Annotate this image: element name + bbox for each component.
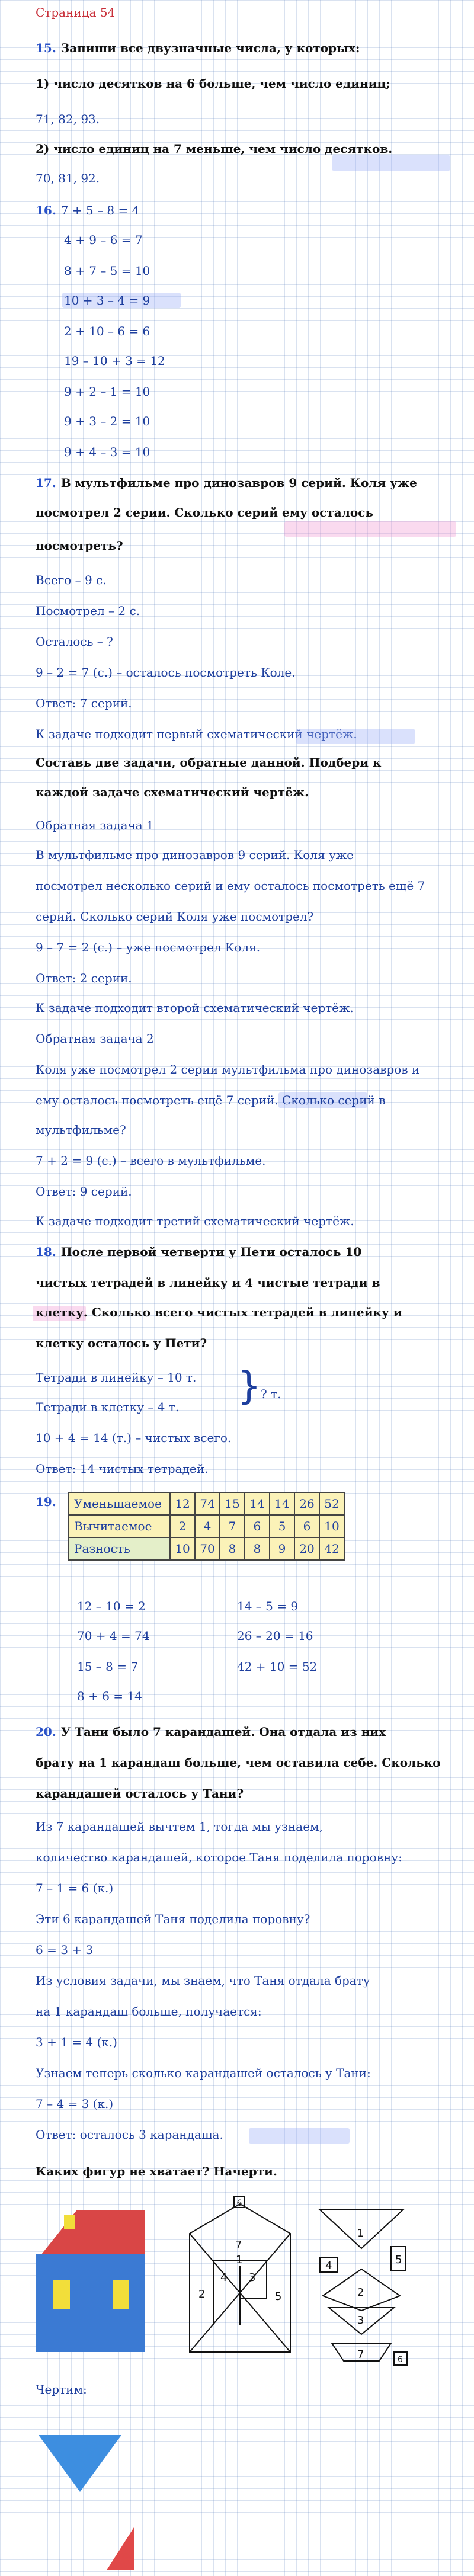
brace: }	[237, 1364, 261, 1408]
answer: Ответ: 14 чистых тетрадей.	[36, 1462, 209, 1476]
expression: 7 + 5 – 8 = 4	[60, 203, 140, 217]
note: К задаче подходит первый схематический чертёж.	[36, 727, 357, 741]
task-16-expr	[36, 201, 139, 219]
drawing-label: Чертим:	[36, 2382, 87, 2396]
task-20-prompt	[36, 1723, 386, 1741]
solution: на 1 карандаш больше, получается:	[36, 2004, 262, 2018]
expression: 19 – 10 + 3 = 12	[64, 354, 165, 368]
expression: 9 + 2 – 1 = 10	[64, 385, 150, 399]
table-cell: 8	[220, 1537, 245, 1560]
solution: 3 + 1 = 4 (к.)	[36, 2035, 117, 2049]
table-cell: 8	[245, 1537, 270, 1560]
table-cell: 70	[195, 1537, 220, 1560]
task-text: Составь две задачи, обратные данной. Подбери к	[36, 755, 382, 770]
shape-label: 2	[357, 2286, 364, 2299]
solution: 10 + 4 = 14 (т.) – чистых всего.	[36, 1431, 232, 1445]
short-note: Тетради в линейку – 10 т.	[36, 1370, 197, 1385]
task-15-answer-1: 71, 82, 93.	[36, 112, 100, 126]
note: К задаче подходит третий схематический чертёж.	[36, 1214, 354, 1228]
expression: 2 + 10 – 6 = 6	[64, 324, 150, 338]
page-title: Страница 54	[36, 5, 116, 20]
task-number: 18.	[36, 1245, 56, 1259]
table-cell: 10	[170, 1537, 195, 1560]
solution: Из условия задачи, мы знаем, что Таня отдала брату	[36, 1973, 370, 1988]
table-cell: 7	[220, 1515, 245, 1537]
table-cell: 2	[170, 1515, 195, 1537]
table-cell: 10	[319, 1515, 344, 1537]
expression: 26 – 20 = 16	[237, 1629, 313, 1643]
solution: 6 = 3 + 3	[36, 1943, 94, 1957]
task-15-answer-2: 70, 81, 92.	[36, 171, 100, 185]
row-label: Уменьшаемое	[69, 1492, 170, 1515]
task-number: 19.	[36, 1495, 56, 1509]
shape-label: 3	[357, 2314, 364, 2327]
task-15-part-1: 1) число десятков на 6 больше, чем число единиц;	[36, 76, 390, 91]
blue-triangle	[39, 2435, 121, 2492]
table-cell: 74	[195, 1492, 220, 1515]
table-cell: 9	[270, 1537, 294, 1560]
task-text: После первой четверти у Пети осталось 10	[60, 1245, 362, 1259]
solution: Из 7 карандашей вычтем 1, тогда мы узнаем,	[36, 1819, 323, 1834]
table-cell: 26	[294, 1492, 319, 1515]
tangram-envelope	[190, 2197, 290, 2352]
highlight	[332, 155, 450, 171]
solution: серий. Сколько серий Коля уже посмотрел?	[36, 909, 314, 924]
shape-label: 5	[395, 2254, 402, 2266]
table-cell: 14	[245, 1492, 270, 1515]
solution: Узнаем теперь сколько карандашей осталось у Тани:	[36, 2066, 371, 2080]
expression: 10 + 3 – 4 = 9	[64, 293, 150, 307]
expression: 15 – 8 = 7	[77, 1659, 139, 1674]
shapes-prompt: Каких фигур не хватает? Начерти.	[36, 2164, 277, 2178]
task-19-label	[36, 1493, 61, 1511]
table-cell: 5	[270, 1515, 294, 1537]
expression: 9 + 4 – 3 = 10	[64, 445, 150, 459]
short-note: Посмотрел – 2 с.	[36, 604, 140, 618]
solution: Коля уже посмотрел 2 серии мультфильма про динозавров и	[36, 1062, 420, 1076]
task-number: 17.	[36, 476, 56, 490]
solution: 9 – 7 = 2 (с.) – уже посмотрел Коля.	[36, 940, 261, 954]
task-number: 20.	[36, 1725, 56, 1739]
subheading: Обратная задача 1	[36, 818, 154, 832]
highlight	[296, 729, 415, 744]
task-text: клетку осталось у Пети?	[36, 1336, 207, 1350]
solution: Эти 6 карандашей Таня поделила поровну?	[36, 1912, 310, 1926]
task-number: 15.	[36, 41, 56, 55]
solution: 7 – 1 = 6 (к.)	[36, 1881, 114, 1895]
table-cell: 52	[319, 1492, 344, 1515]
task-text: чистых тетрадей в линейку и 4 чистые тетради в	[36, 1276, 380, 1290]
row-label: Разность	[69, 1537, 170, 1560]
task-18-prompt	[36, 1243, 361, 1261]
task-text: Запиши все двузначные числа, у которых:	[60, 41, 360, 55]
shape-label: 3	[249, 2271, 256, 2284]
answer: Ответ: 7 серий.	[36, 696, 132, 710]
expression: 12 – 10 = 2	[77, 1599, 146, 1613]
task-text: посмотреть?	[36, 539, 123, 553]
shape-label: 2	[198, 2288, 206, 2301]
solution: 7 – 4 = 3 (к.)	[36, 2097, 114, 2111]
table-row	[69, 1537, 344, 1560]
table-cell: 15	[220, 1492, 245, 1515]
solution: 9 – 2 = 7 (с.) – осталось посмотреть Коле.	[36, 665, 296, 680]
answer: Ответ: 2 серии.	[36, 971, 132, 985]
task-text: клетку. Сколько всего чистых тетрадей в линейку и	[36, 1305, 402, 1319]
house-chimney-window	[64, 2215, 75, 2229]
expression: 70 + 4 = 74	[77, 1629, 150, 1643]
short-note: Тетради в клетку – 4 т.	[36, 1400, 180, 1414]
row-label: Вычитаемое	[69, 1515, 170, 1537]
highlight	[249, 2128, 350, 2144]
solution: количество карандашей, которое Таня поделила поровну:	[36, 1850, 402, 1864]
red-triangle	[107, 2527, 134, 2570]
table-cell: 4	[195, 1515, 220, 1537]
subtraction-table	[68, 1492, 345, 1561]
drawn-shapes	[0, 2398, 474, 2576]
house-window	[53, 2280, 70, 2309]
table-row	[69, 1515, 344, 1537]
table-cell: 14	[270, 1492, 294, 1515]
table-cell: 6	[294, 1515, 319, 1537]
task-text: посмотрел 2 серии. Сколько серий ему осталось	[36, 505, 373, 520]
shape-label: 6	[398, 2355, 403, 2364]
short-note: Всего – 9 с.	[36, 573, 107, 587]
task-number: 16.	[36, 203, 56, 217]
shape-label: 4	[325, 2260, 332, 2272]
shape-label: 1	[236, 2254, 243, 2266]
task-text: карандашей осталось у Тани?	[36, 1786, 244, 1800]
expression: 42 + 10 = 52	[237, 1659, 318, 1674]
task-text: брату на 1 карандаш больше, чем оставила себе. Сколько	[36, 1755, 441, 1770]
expression: 4 + 9 – 6 = 7	[64, 233, 143, 247]
task-text: каждой задаче схематический чертёж.	[36, 785, 309, 799]
task-15-prompt	[36, 39, 360, 57]
solution: посмотрел несколько серий и ему осталось посмотреть ещё 7	[36, 879, 425, 893]
task-text: У Тани было 7 карандашей. Она отдала из них	[60, 1725, 386, 1739]
expression: 8 + 7 – 5 = 10	[64, 264, 150, 278]
table-cell: 20	[294, 1537, 319, 1560]
expression: 9 + 3 – 2 = 10	[64, 414, 150, 428]
shape-label: 6	[236, 2199, 242, 2208]
solution: 7 + 2 = 9 (с.) – всего в мультфильме.	[36, 1154, 266, 1168]
shape-label: 7	[235, 2239, 242, 2251]
answer: Ответ: 9 серий.	[36, 1184, 132, 1199]
shape-label: 5	[275, 2290, 282, 2303]
task-15-part-2: 2) число единиц на 7 меньше, чем число десятков.	[36, 142, 393, 156]
table-cell: 12	[170, 1492, 195, 1515]
table-cell: 6	[245, 1515, 270, 1537]
shape-label: 7	[357, 2348, 364, 2361]
solution: В мультфильме про динозавров 9 серий. Коля уже	[36, 848, 354, 862]
shape-label: 4	[220, 2271, 228, 2284]
task-17-prompt	[36, 474, 417, 492]
answer: Ответ: осталось 3 карандаша.	[36, 2128, 223, 2142]
solution: ему осталось посмотреть ещё 7 серий. Сколько серий в	[36, 1093, 386, 1107]
house-window	[113, 2280, 129, 2309]
note: К задаче подходит второй схематический чертёж.	[36, 1001, 354, 1015]
task-text: В мультфильме про динозавров 9 серий. Коля уже	[60, 476, 417, 490]
short-note: Осталось – ?	[36, 635, 113, 649]
highlight	[284, 521, 456, 537]
shape-label: 1	[357, 2227, 364, 2239]
question: ? т.	[261, 1387, 281, 1401]
house-roof	[41, 2210, 145, 2254]
solution: мультфильме?	[36, 1123, 126, 1137]
expression: 14 – 5 = 9	[237, 1599, 299, 1613]
table-cell: 42	[319, 1537, 344, 1560]
subheading: Обратная задача 2	[36, 1031, 154, 1046]
table-row	[69, 1492, 344, 1515]
expression: 8 + 6 = 14	[77, 1689, 142, 1703]
